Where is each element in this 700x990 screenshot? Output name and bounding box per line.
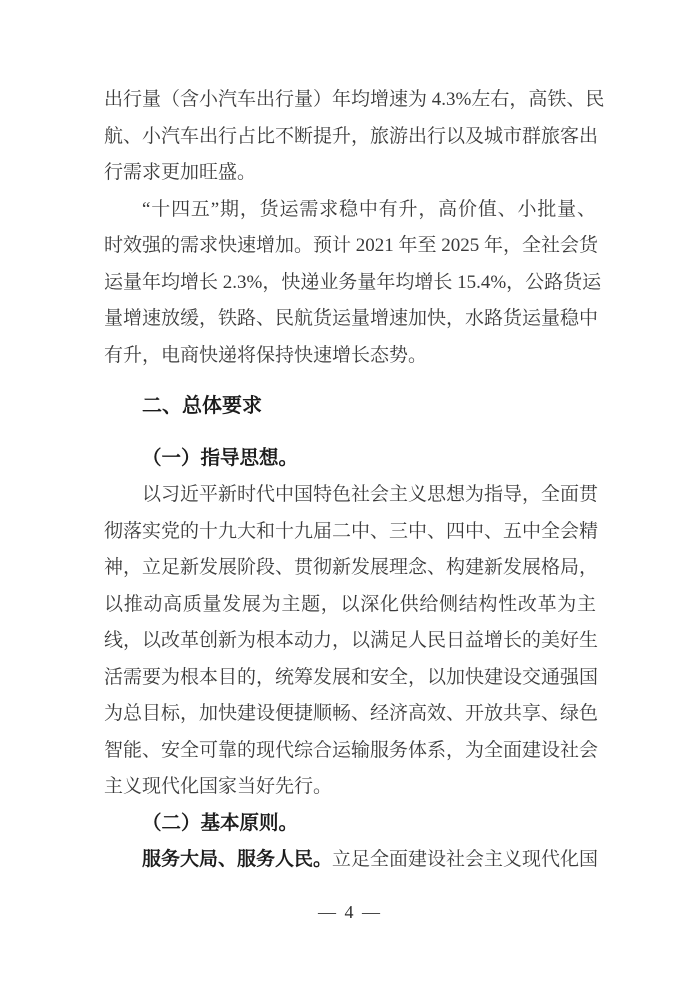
paragraph-line: 神，立足新发展阶段、贯彻新发展理念、构建新发展格局，: [104, 557, 599, 578]
paragraph-line: 时效强的需求快速增加。预计 2021 年至 2025 年，全社会货: [104, 235, 599, 256]
paragraph-lead-rest: 立足全面建设社会主义现代化国: [332, 849, 599, 870]
section-heading: 二、总体要求: [142, 395, 262, 417]
page-number: — 4 —: [318, 902, 382, 922]
paragraph-line: 出行量（含小汽车出行量）年均增速为 4.3%左右，高铁、民: [104, 89, 605, 110]
paragraph-line: 为总目标，加快建设便捷顺畅、经济高效、开放共享、绿色: [104, 703, 599, 724]
subsection-heading: （二）基本原则。: [142, 812, 299, 834]
paragraph-line: 智能、安全可靠的现代综合运输服务体系，为全面建设社会: [104, 739, 599, 761]
paragraph-line: 主义现代化国家当好先行。: [104, 776, 333, 797]
paragraph: [104, 477, 599, 806]
paragraph-line: 行需求更加旺盛。: [104, 162, 257, 183]
paragraph: [104, 842, 599, 879]
paragraph-line: 量增速放缓，铁路、民航货运量增速加快，水路货运量稳中: [104, 308, 599, 329]
paragraph-line: “十四五”期，货运需求稳中有升，高价值、小批量、: [142, 198, 596, 220]
paragraph-line: 线，以改革创新为根本动力，以满足人民日益增长的美好生: [104, 630, 599, 651]
document-body: [104, 82, 605, 879]
paragraph: [104, 82, 605, 192]
paragraph: [104, 192, 602, 375]
paragraph-line: 航、小汽车出行占比不断提升，旅游出行以及城市群旅客出: [104, 125, 599, 147]
paragraph-line: 彻落实党的十九大和十九届二中、三中、四中、五中全会精: [104, 520, 599, 542]
paragraph-line: 以推动高质量发展为主题，以深化供给侧结构性改革为主: [104, 593, 596, 615]
paragraph-line: [104, 842, 599, 879]
paragraph-line: 运量年均增长 2.3%，快递业务量年均增长 15.4%，公路货运: [104, 271, 602, 293]
paragraph-line: 以习近平新时代中国特色社会主义思想为指导，全面贯: [142, 484, 599, 505]
paragraph-lead-bold: 服务大局、服务人民。: [142, 849, 333, 870]
paragraph-line: 有升，电商快递将保持快速增长态势。: [104, 344, 428, 366]
paragraph-line: 活需要为根本目的，统筹发展和安全，以加快建设交通强国: [104, 666, 599, 688]
subsection-heading: （一）指导思想。: [142, 447, 299, 469]
